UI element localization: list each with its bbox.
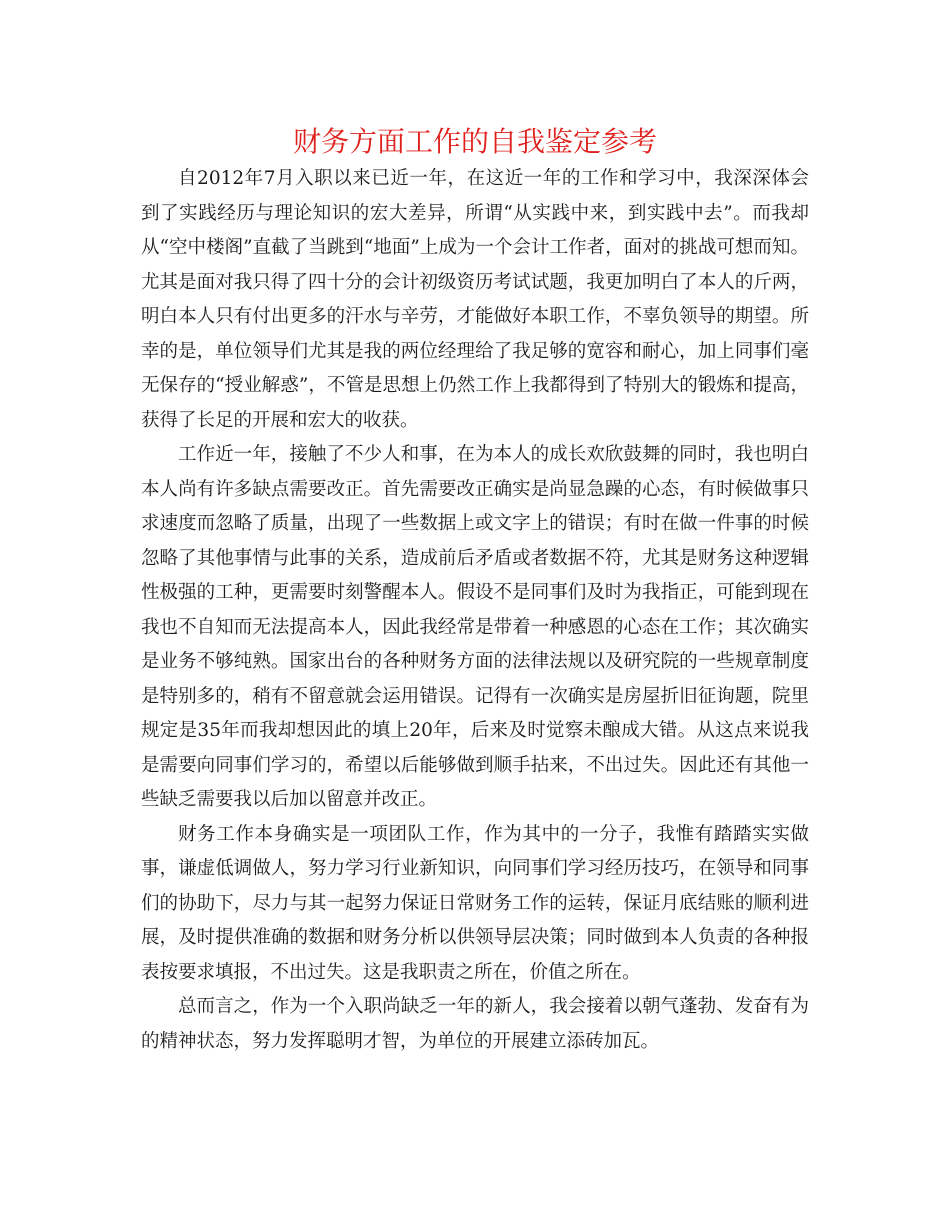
document-body [141, 162, 809, 1059]
paragraph: 财务工作本身确实是一项团队工作，作为其中的一分子，我惟有踏踏实实做事，谦虚低调做人，努力学习行业新知识，向同事们学习经历技巧，在领导和同事们的协助下，尽力与其一起努力保证日常财务工作的运转，保证月底结账的顺利进展，及时提供准确的数据和财务分析以供领导层决策；同时做到本人负责的各种报表按要求填报，不出过失。这是我职责之所在，价值之所在。 [141, 823, 809, 983]
paragraph: 自2012年7月入职以来已近一年，在这近一年的工作和学习中，我深深体会到了实践经历与理论知识的宏大差异，所谓“从实践中来，到实践中去”。而我却从“空中楼阁”直截了当跳到“地面”上成为一个会计工作者，面对的挑战可想而知。尤其是面对我只得了四十分的会计初级资历考试试题，我更加明白了本人的斤两，明白本人只有付出更多的汗水与辛劳，才能做好本职工作，不辜负领导的期望。所幸的是，单位领导们尤其是我的两位经理给了我足够的宽容和耐心，加上同事们毫无保存的“授业解惑”，不管是思想上仍然工作上我都得到了特别大的锻炼和提高，获得了长足的开展和宏大的收获。 [141, 168, 809, 431]
paragraph: 总而言之，作为一个入职尚缺乏一年的新人，我会接着以朝气蓬勃、发奋有为的精神状态，努力发挥聪明才智，为单位的开展建立添砖加瓦。 [141, 996, 809, 1052]
document-title: 财务方面工作的自我鉴定参考 [292, 125, 657, 158]
paragraph: 工作近一年，接触了不少人和事，在为本人的成长欢欣鼓舞的同时，我也明白本人尚有许多缺点需要改正。首先需要改正确实是尚显急躁的心态，有时候做事只求速度而忽略了质量，出现了一些数据上或文字上的错误；有时在做一件事的时候忽略了其他事情与此事的关系，造成前后矛盾或者数据不符，尤其是财务这种逻辑性极强的工种，更需要时刻警醒本人。假设不是同事们及时为我指正，可能到现在我也不自知而无法提高本人，因此我经常是带着一种感恩的心态在工作；其次确实是业务不够纯熟。国家出台的各种财务方面的法律法规以及研究院的一些规章制度是特别多的，稍有不留意就会运用错误。记得有一次确实是房屋折旧征询题，院里规定是35年而我却想因此的填上20年，后来及时觉察未酿成大错。从这点来说我是需要向同事们学习的，希望以后能够做到顺手拈来，不出过失。因此还有其他一些缺乏需要我以后加以留意并改正。 [141, 444, 809, 810]
